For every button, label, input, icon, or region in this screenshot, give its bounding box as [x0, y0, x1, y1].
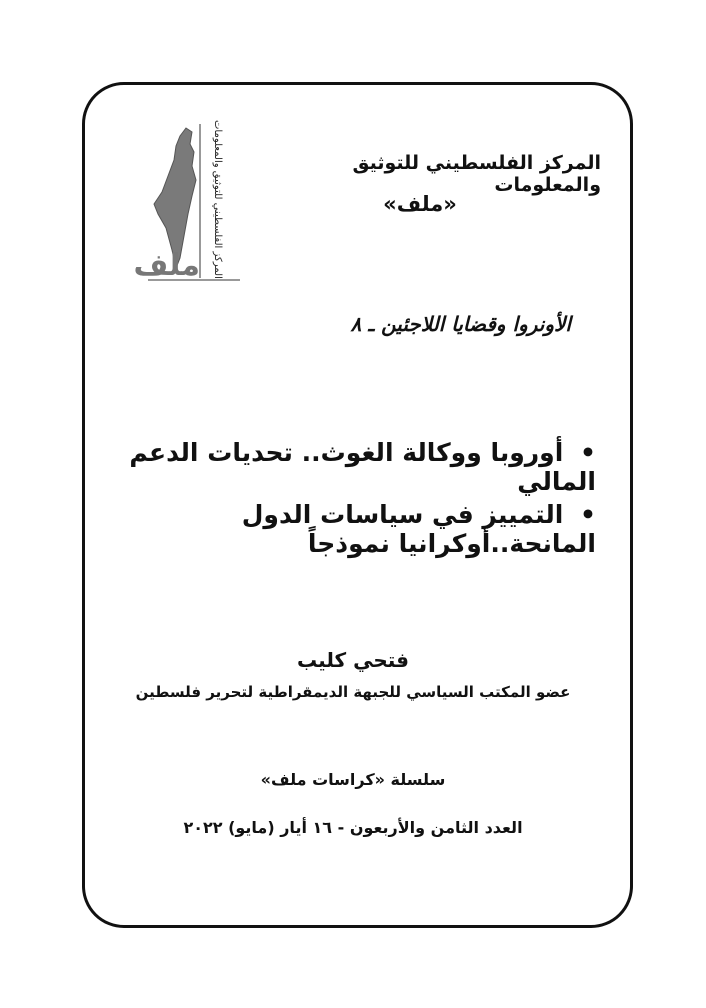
center-short-name: «ملف» [383, 192, 457, 216]
topic-item [106, 500, 596, 558]
bullet-icon: • [580, 438, 596, 467]
bullet-icon: • [580, 500, 596, 529]
center-name: المركز الفلسطيني للتوثيق والمعلومات [352, 152, 601, 196]
author-name: فتحي كليب [296, 648, 409, 672]
author-role: عضو المكتب السياسي للجبهة الديمقراطية لتحرير فلسطين [135, 683, 571, 701]
series-title: الأونروا وقضايا اللاجئين ـ ٨ [350, 312, 571, 336]
map-shape [154, 128, 196, 268]
topic-text: التمييز في سياسات الدول المانحة..أوكرانيا نموذجاً [241, 500, 596, 558]
publication-issue: العدد الثامن والأربعون - ١٦ أيار (مايو) ٢٠٢٢ [183, 818, 523, 837]
logo-wordmark: ملف [133, 248, 200, 283]
publication-series: سلسلة «كراسات ملف» [260, 770, 446, 789]
logo-caption: المركز الفلسطيني للتوثيق والمعلومات [212, 120, 223, 279]
topic-item [106, 438, 596, 496]
topic-text: أوروبا ووكالة الغوث.. تحديات الدعم المالي [129, 438, 596, 496]
